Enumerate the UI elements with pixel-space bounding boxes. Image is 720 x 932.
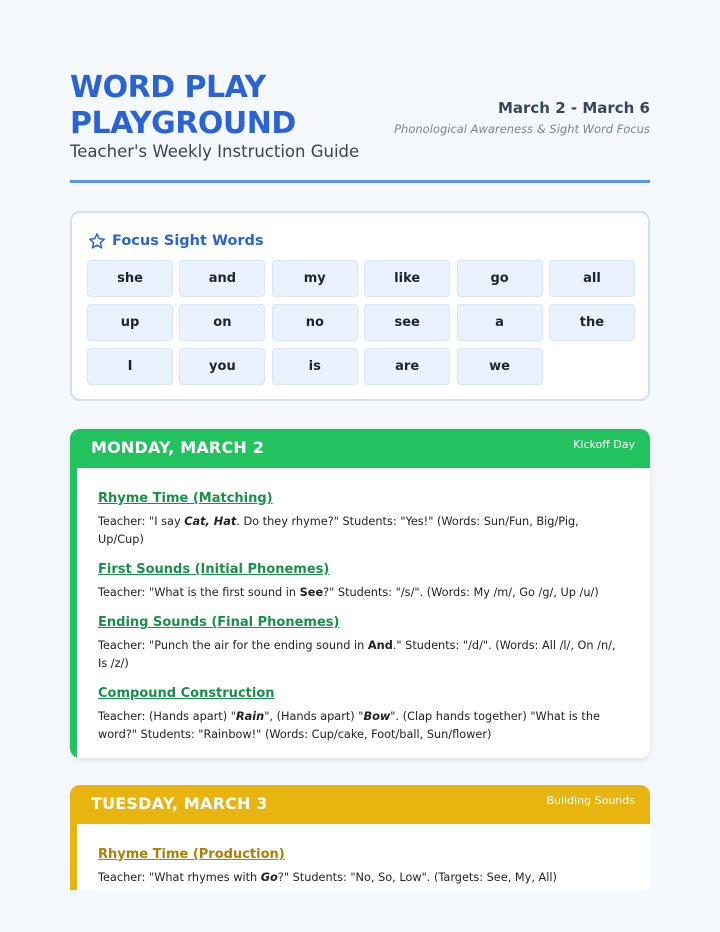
- activity: [98, 615, 618, 673]
- sight-word-tile: go: [457, 260, 543, 297]
- target-word: See: [299, 586, 324, 599]
- target-word: Go: [260, 871, 278, 884]
- activity-script: [98, 637, 618, 673]
- sight-word-tile: my: [272, 260, 358, 297]
- sight-word-tile: she: [87, 260, 173, 297]
- tuesday-card: [70, 785, 650, 890]
- monday-activities: [98, 491, 618, 757]
- activity: [98, 686, 618, 744]
- activity-script: [98, 584, 618, 602]
- script-text: Teacher: "What rhymes with: [98, 871, 261, 884]
- tuesday-tag: Building Sounds: [546, 794, 635, 807]
- monday-title: MONDAY, MARCH 2: [91, 438, 265, 457]
- activity-title: First Sounds (Initial Phonemes): [98, 562, 330, 577]
- activity-title: Rhyme Time (Matching): [98, 491, 273, 506]
- script-text: Teacher: "I say: [98, 515, 185, 528]
- week-focus: Phonological Awareness & Sight Word Focus: [394, 122, 650, 136]
- sight-word-tile: and: [179, 260, 265, 297]
- script-text: ?" Students: "No, So, Low". (Targets: See, My, All): [277, 871, 557, 884]
- page-subtitle: Teacher's Weekly Instruction Guide: [70, 142, 360, 161]
- sight-word-tile: no: [272, 304, 358, 341]
- monday-header: [70, 429, 650, 468]
- activity-script: [98, 869, 618, 887]
- activity-script: [98, 513, 618, 549]
- sight-word-tile: the: [549, 304, 635, 341]
- title-line-2: PLAYGROUND: [70, 106, 296, 141]
- sight-word-tile: I: [87, 348, 173, 385]
- sight-word-tile: you: [179, 348, 265, 385]
- activity: [98, 491, 618, 549]
- target-word: Bow: [363, 710, 391, 723]
- script-text: Teacher: "What is the first sound in: [98, 586, 300, 599]
- activity-title: Compound Construction: [98, 686, 275, 701]
- tuesday-activities: [98, 847, 618, 890]
- activity: [98, 847, 618, 887]
- activity-title: Rhyme Time (Production): [98, 847, 285, 862]
- page-header: [70, 70, 650, 184]
- monday-tag: Kickoff Day: [573, 438, 635, 451]
- activity-script: [98, 708, 618, 744]
- guide-page: [70, 0, 650, 932]
- script-text: ." Students: "/d/". (Words: All /l/, On /n/, Is /z/): [98, 639, 616, 670]
- header-divider: [70, 180, 650, 183]
- script-text: ?" Students: "/s/". (Words: My /m/, Go /g/, Up /u/): [323, 586, 599, 599]
- script-text: . Do they rhyme?" Students: "Yes!" (Words: Sun/Fun, Big/Pig, Up/Cup): [98, 515, 579, 546]
- target-word: And: [367, 639, 393, 652]
- sight-word-tile: see: [364, 304, 450, 341]
- sight-word-tile: a: [457, 304, 543, 341]
- sight-word-tile: is: [272, 348, 358, 385]
- monday-accent-bar: [70, 429, 77, 758]
- sight-word-tile: all: [549, 260, 635, 297]
- sight-word-grid: [87, 260, 635, 385]
- week-dates: March 2 - March 6: [497, 99, 650, 117]
- activity-title: Ending Sounds (Final Phonemes): [98, 615, 340, 630]
- tuesday-header: [70, 785, 650, 824]
- script-text: Teacher: (Hands apart) ": [98, 710, 236, 723]
- title-line-1: WORD PLAY: [70, 70, 266, 105]
- sight-words-header: [88, 231, 264, 251]
- sight-word-tile: like: [364, 260, 450, 297]
- page-title: [70, 70, 370, 142]
- target-word: Cat, Hat: [184, 515, 237, 528]
- target-word: Rain: [235, 710, 265, 723]
- tuesday-title: TUESDAY, MARCH 3: [91, 794, 268, 813]
- monday-card: [70, 429, 650, 758]
- sight-word-tile: we: [457, 348, 543, 385]
- sight-words-card: [70, 211, 650, 401]
- sight-word-tile: are: [364, 348, 450, 385]
- sight-words-title: Focus Sight Words: [112, 233, 264, 249]
- script-text: ", (Hands apart) ": [264, 710, 364, 723]
- script-text: ". (Clap hands together) "What is the word?" Students: "Rainbow!" (Words: Cup/cake, Foot/ball, Sun/flower): [98, 710, 600, 741]
- sight-word-tile: on: [179, 304, 265, 341]
- sight-word-tile: up: [87, 304, 173, 341]
- activity: [98, 562, 618, 602]
- tuesday-accent-bar: [70, 785, 77, 890]
- script-text: Teacher: "Punch the air for the ending sound in: [98, 639, 368, 652]
- star-icon: [88, 232, 106, 250]
